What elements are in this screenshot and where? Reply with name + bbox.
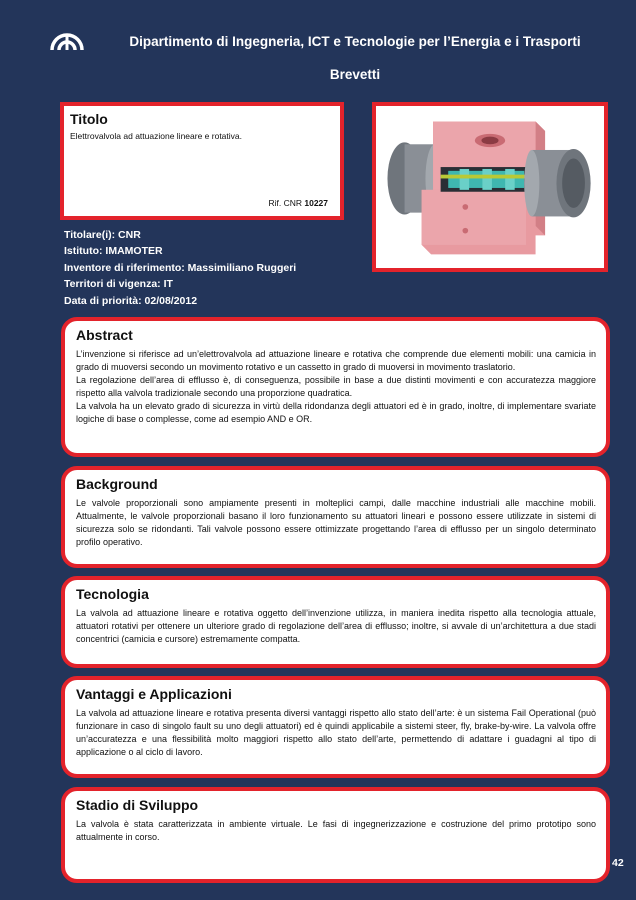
inventore-line: Inventore di riferimento: Massimiliano Ruggeri: [64, 261, 297, 274]
stadio-section: [61, 787, 610, 883]
section-title: Brevetti: [329, 67, 381, 82]
rif-label: Rif. CNR: [268, 198, 305, 208]
abstract-paragraph: La valvola ha un elevato grado di sicurezza in virtù della ridondanza degli attuatori ed è in grado, inoltre, di implementare svariate logiche di base o complesse, come ad esempio AND e OR.: [76, 400, 596, 424]
titolo-box: [60, 102, 344, 220]
tecnologia-section: [61, 576, 610, 668]
tecnologia-heading: Tecnologia: [76, 586, 149, 602]
vantaggi-section: [61, 676, 610, 778]
istituto-line: Istituto: IMAMOTER: [64, 245, 163, 258]
territori-line: Territori di vigenza: IT: [64, 278, 173, 291]
patent-metadata: [64, 227, 296, 309]
department-title: Dipartimento di Ingegneria, ICT e Tecnologie per l’Energia e i Trasporti: [129, 34, 581, 49]
cnr-reference: [268, 198, 328, 208]
valve-image-box: [372, 102, 608, 272]
abstract-paragraph: L’invenzione si riferisce ad un’elettrovalvola ad attuazione lineare e rotativa che comprende due elementi mobili: una camicia in grado di muoversi secondo un movimento rotativo e un cassetto in grado di muoversi in movimento traslatorio.: [76, 349, 596, 372]
stadio-body: La valvola è stata caratterizzata in ambiente virtuale. Le fasi di ingegnerizzazione e costruzione del primo prototipo sono attualmente in corso.: [76, 819, 596, 842]
stadio-heading: Stadio di Sviluppo: [76, 797, 199, 813]
rif-number: 10227: [304, 198, 328, 208]
tecnologia-body: La valvola ad attuazione lineare e rotativa oggetto dell’invenzione utilizza, in maniera inedita rispetto alla tecnologia attuale, attuatori rotativi per ottenere un ulteriore grado di regolazione dell’area di efflusso; inoltre, si avvale di un’architettura a due stadi concentrici (camicia e cursore) estremamente compatta.: [76, 608, 596, 644]
data-priorita-line: Data di priorità: 02/08/2012: [64, 294, 198, 307]
abstract-section: [61, 317, 610, 457]
abstract-paragraph: La regolazione dell’area di efflusso è, di conseguenza, possibile in base a due distinti movimenti e con accuratezza maggiore rispetto alla valvola tradizionale secondo una proporzione quadratica.: [76, 374, 596, 398]
titolare-line: Titolare(i): CNR: [64, 229, 141, 241]
page-number: 42: [612, 857, 624, 869]
background-section: [61, 466, 610, 568]
background-heading: Background: [76, 476, 158, 492]
valve-illustration: [382, 112, 598, 262]
titolo-heading: Titolo: [70, 111, 108, 127]
abstract-heading: Abstract: [76, 327, 133, 343]
titolo-text: Elettrovalvola ad attuazione lineare e rotativa.: [70, 131, 242, 141]
cnr-logo-icon: [48, 20, 86, 54]
abstract-body: [76, 348, 596, 425]
vantaggi-heading: Vantaggi e Applicazioni: [76, 686, 232, 702]
background-body: Le valvole proporzionali sono ampiamente presenti in molteplici campi, dalle macchine industriali alle macchine mobili. Attualmente, le valvole proporzionali basano il loro funzionamento su attuatori lineari e possono essere utilizzate in sistemi di sicurezza solo se ridondanti. Tali valvole possono essere ottimizzate progettando l’area di efflusso per un singolo determinato profilo operativo.: [76, 498, 596, 547]
vantaggi-body: La valvola ad attuazione lineare e rotativa presenta diversi vantaggi rispetto allo stato dell’arte: è un sistema Fail Operational (può funzionare in caso di singolo fault su uno degli attuatori) ed è quindi applicabile a sistemi steer, fly, brake-by-wire. La valvola offre un’accuratezza e una flessibilità molto maggiori rispetto allo stato dell’arte, permettendo di adattare i guadagni al tipo di applicazione o al ciclo di lavoro.: [76, 708, 596, 757]
